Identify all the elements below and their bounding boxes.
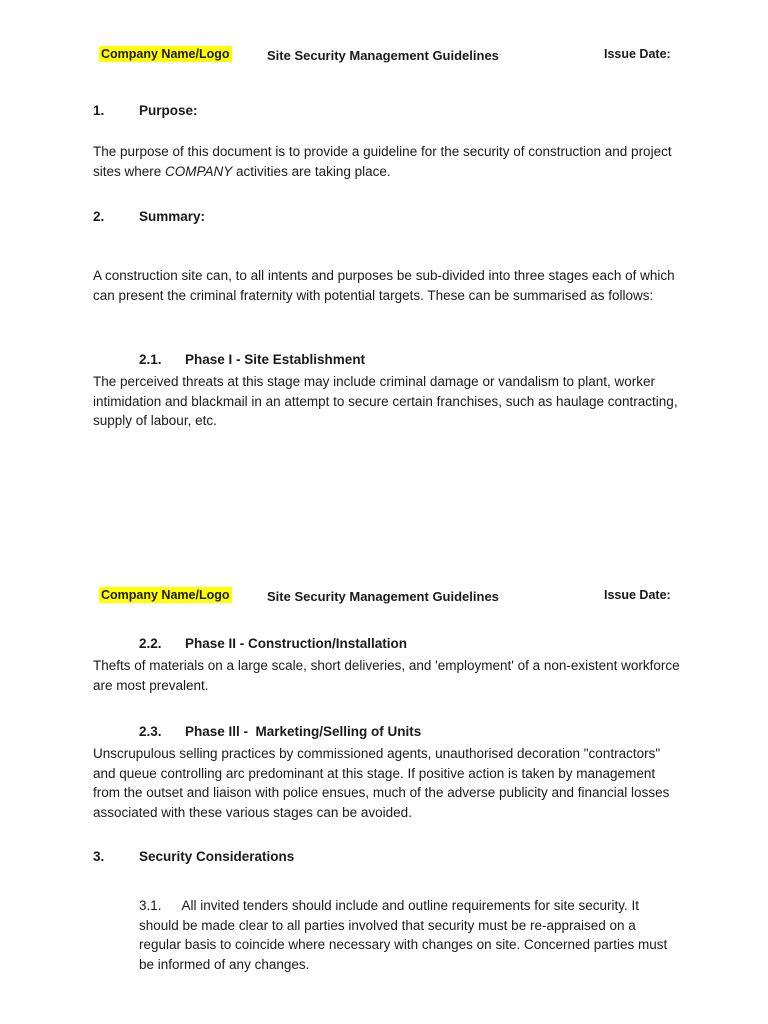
subsection-number: 2.1. xyxy=(139,352,162,367)
summary-paragraph: A construction site can, to all intents and purposes be sub-divided into three stages each of which can present the criminal fraternity with potential targets. These can be summarised as follows: xyxy=(93,268,675,303)
section-heading-summary xyxy=(93,207,206,226)
section-number: 2. xyxy=(93,209,105,224)
company-emphasis: COMPANY xyxy=(165,163,233,179)
subsection-title: Phase II - Construction/Installation xyxy=(185,636,408,651)
item-number: 3.1. xyxy=(139,898,162,913)
purpose-paragraph xyxy=(93,142,683,181)
item-text: All invited tenders should include and outline requirements for site security. It should be made clear to all parties involved that security must be re-appraised on a regular basis to coincide where necessary with changes on site. Concerned parties must be informed of any changes. xyxy=(139,898,668,972)
purpose-text-start: The purpose of this document is to provide a guideline for the security of construction and project sites where xyxy=(93,144,672,179)
issue-date-label: Issue Date: xyxy=(604,588,671,602)
company-logo-placeholder: Company Name/Logo xyxy=(101,588,230,602)
subsection-number: 2.2. xyxy=(139,636,162,651)
section-title: Summary: xyxy=(139,209,206,224)
purpose-text-end: activities are taking place. xyxy=(232,163,391,179)
subsection-heading-phase-3 xyxy=(139,722,422,741)
company-logo-placeholder: Company Name/Logo xyxy=(101,47,230,61)
page-header xyxy=(0,46,768,70)
section-heading-purpose xyxy=(93,101,198,120)
section-heading-security-considerations xyxy=(93,847,295,866)
subsection-heading-phase-1 xyxy=(139,350,366,369)
document-title: Site Security Management Guidelines xyxy=(267,48,499,63)
section-title: Security Considerations xyxy=(139,849,295,864)
subsection-heading-phase-2 xyxy=(139,634,408,653)
phase-1-paragraph: The perceived threats at this stage may include criminal damage or vandalism to plant, worker intimidation and blackmail in an attempt to secure certain franchises, such as haulage contracting, supply of labour, etc. xyxy=(93,374,678,428)
section-title: Purpose: xyxy=(139,103,198,118)
page-header xyxy=(0,587,768,611)
item-3-1 xyxy=(139,896,671,974)
subsection-number: 2.3. xyxy=(139,724,162,739)
issue-date-label: Issue Date: xyxy=(604,47,671,61)
subsection-title: Phase I - Site Establishment xyxy=(185,352,366,367)
section-number: 1. xyxy=(93,103,105,118)
document-title: Site Security Management Guidelines xyxy=(267,589,499,604)
subsection-title: Phase Ill - Marketing/Selling of Units xyxy=(185,724,422,739)
phase-3-paragraph: Unscrupulous selling practices by commissioned agents, unauthorised decoration "contractors" and queue controlling arc predominant at this stage. If positive action is taken by management from the outset and liaison with police ensues, much of the adverse publicity and financial losses associated with these various stages can be avoided. xyxy=(93,746,670,820)
phase-2-paragraph: Thefts of materials on a large scale, short deliveries, and 'employment' of a non-existent workforce are most prevalent. xyxy=(93,658,680,693)
section-number: 3. xyxy=(93,849,105,864)
